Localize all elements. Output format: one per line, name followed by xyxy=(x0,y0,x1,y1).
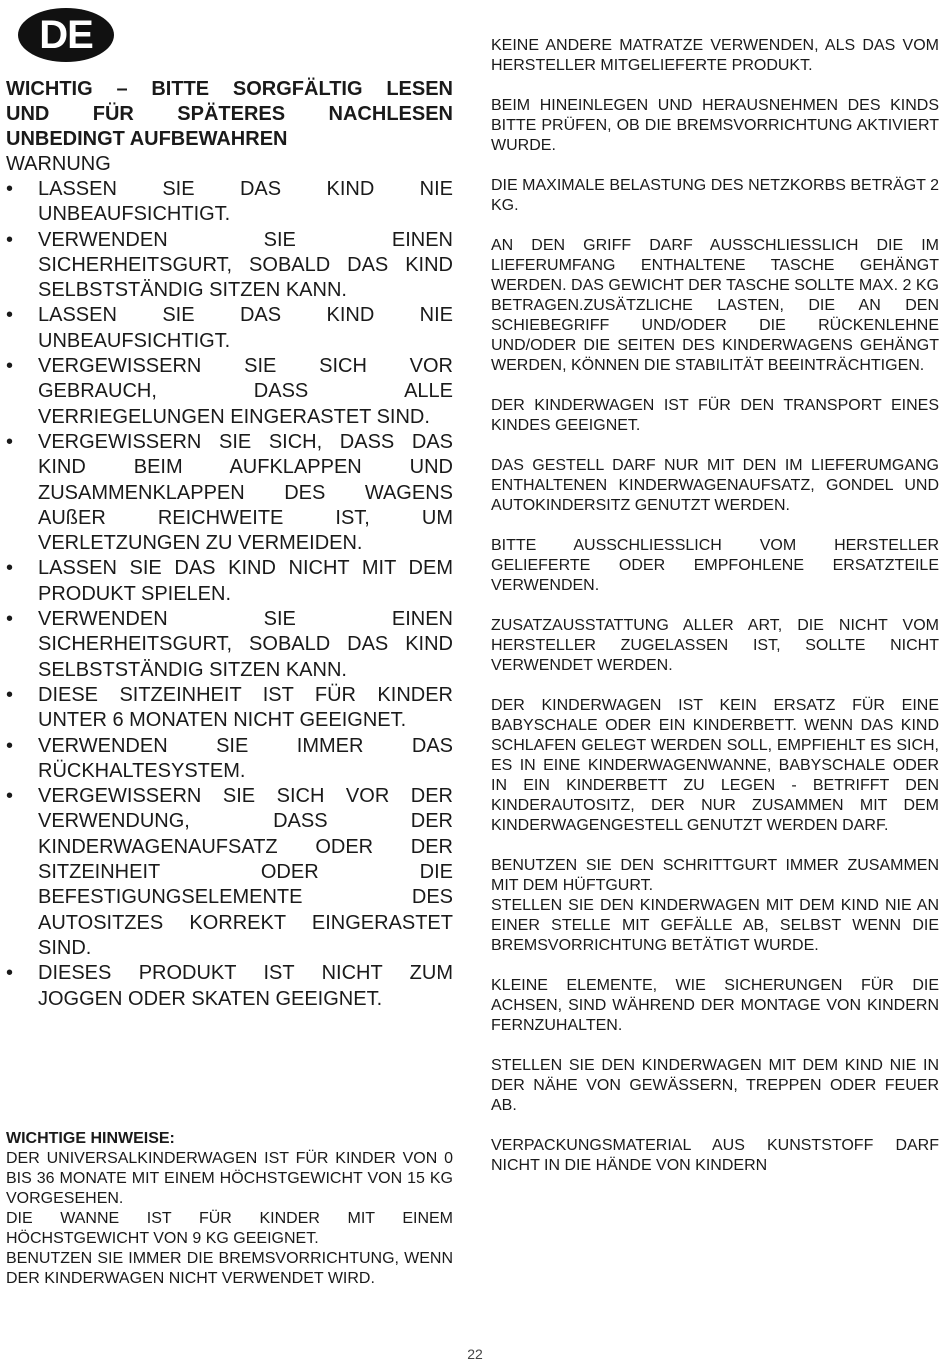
warnings-section xyxy=(6,77,453,1012)
note-paragraph: VERPACKUNGSMATERIAL AUS KUNSTSTOFF DARF NICHT IN DIE HÄNDE VON KINDERN xyxy=(491,1137,939,1174)
note-paragraph: KLEINE ELEMENTE, WIE SICHERUNGEN FÜR DIE ACHSEN, SIND WÄHREND DER MONTAGE VON KINDERN FERNZUHALTEN. xyxy=(491,977,939,1034)
page-number: 22 xyxy=(467,1346,483,1362)
important-notes-section xyxy=(6,1129,453,1289)
language-badge: DE xyxy=(18,8,114,62)
note-paragraph: KEINE ANDERE MATRATZE VERWENDEN, ALS DAS VOM HERSTELLER MITGELIEFERTE PRODUKT. xyxy=(491,37,939,74)
warning-item: • VERGEWISSERN SIE SICH VOR GEBRAUCH, DASS ALLE VERRIEGELUNGEN EINGERASTET SIND. xyxy=(6,354,453,430)
heading-line: UNBEDINGT AUFBEWAHREN xyxy=(6,128,288,150)
important-heading xyxy=(6,77,453,152)
note-paragraph: ZUSATZAUSSTATTUNG ALLER ART, DIE NICHT VOM HERSTELLER ZUGELASSEN IST, SOLLTE NICHT VERWENDET WERDEN. xyxy=(491,617,939,674)
warning-item: • VERWENDEN SIE EINEN SICHERHEITSGURT, SOBALD DAS KIND SELBSTSTÄNDIG SITZEN KANN. xyxy=(6,607,453,683)
note-paragraph: DIE MAXIMALE BELASTUNG DES NETZKORBS BETRÄGT 2 KG. xyxy=(491,177,939,214)
note-paragraph: BITTE AUSSCHLIESSLICH VOM HERSTELLER GELIEFERTE ODER EMPFOHLENE ERSATZTEILE VERWENDEN. xyxy=(491,537,939,594)
warning-item: • VERWENDEN SIE EINEN SICHERHEITSGURT, SOBALD DAS KIND SELBSTSTÄNDIG SITZEN KANN. xyxy=(6,228,453,304)
note-paragraph: STELLEN SIE DEN KINDERWAGEN MIT DEM KIND NIE IN DER NÄHE VON GEWÄSSERN, TREPPEN ODER FEUER AB. xyxy=(491,1057,939,1114)
warning-label: WARNUNG xyxy=(6,153,111,175)
heading-line: UND FÜR SPÄTERES NACHLESEN xyxy=(6,103,453,125)
note-paragraph: STELLEN SIE DEN KINDERWAGEN MIT DEM KIND NIE AN EINER STELLE MIT GEFÄLLE AB, SELBST WENN DIE BREMSVORRICHTUNG BETÄTIGT WURDE. xyxy=(491,897,939,954)
warning-item: • VERWENDEN SIE IMMER DAS RÜCKHALTESYSTEM. xyxy=(6,734,453,785)
note-paragraph: BENUTZEN SIE DEN SCHRITTGURT IMMER ZUSAMMEN MIT DEM HÜFTGURT. xyxy=(491,857,939,894)
important-notes-title: WICHTIGE HINWEISE: xyxy=(6,1130,175,1147)
warning-item: • DIESES PRODUKT IST NICHT ZUM JOGGEN ODER SKATEN GEEIGNET. xyxy=(6,961,453,1012)
note-paragraph: BEIM HINEINLEGEN UND HERAUSNEHMEN DES KINDS BITTE PRÜFEN, OB DIE BREMSVORRICHTUNG AKTIVIERT WURDE. xyxy=(491,97,939,154)
warning-item: • DIESE SITZEINHEIT IST FÜR KINDER UNTER 6 MONATEN NICHT GEEIGNET. xyxy=(6,683,453,734)
note-paragraph: AN DEN GRIFF DARF AUSSCHLIESSLICH DIE IM LIEFERUMFANG ENTHALTENE TASCHE GEHÄNGT WERDEN. DAS GEWICHT DER TASCHE SOLLTE MAX. 2 KG BETRAGEN.ZUSÄTZLICHE LASTEN, DIE AN DEN SCHIEBEGRIFF UND/ODER DIE RÜCKENLEHNE UND/ODER DIE SEITEN DES KINDERWAGENS GEHÄNGT WERDEN, KÖNNEN DIE STABILITÄT BEEINTRÄCHTIGEN. xyxy=(491,237,939,374)
right-column xyxy=(491,36,939,1176)
warning-item: • LASSEN SIE DAS KIND NIE UNBEAUFSICHTIGT. xyxy=(6,177,453,228)
warning-item: • VERGEWISSERN SIE SICH, DASS DAS KIND BEIM AUFKLAPPEN UND ZUSAMMENKLAPPEN DES WAGENS AUßER REICHWEITE IST, UM VERLETZUNGEN ZU VERMEIDEN. xyxy=(6,430,453,556)
note-paragraph: DAS GESTELL DARF NUR MIT DEN IM LIEFERUMGANG ENTHALTENEN KINDERWAGENAUFSATZ, GONDEL UND AUTOKINDERSITZ GENUTZT WERDEN. xyxy=(491,457,939,514)
note-paragraph: BENUTZEN SIE IMMER DIE BREMSVORRICHTUNG, WENN DER KINDERWAGEN NICHT VERWENDET WIRD. xyxy=(6,1250,453,1287)
heading-line: WICHTIG – BITTE SORGFÄLTIG LESEN xyxy=(6,78,453,100)
note-paragraph: DIE WANNE IST FÜR KINDER MIT EINEM HÖCHSTGEWICHT VON 9 KG GEEIGNET. xyxy=(6,1210,453,1247)
note-paragraph: DER KINDERWAGEN IST FÜR DEN TRANSPORT EINES KINDES GEEIGNET. xyxy=(491,397,939,434)
warning-item: • LASSEN SIE DAS KIND NIE UNBEAUFSICHTIGT. xyxy=(6,303,453,354)
warning-item: • LASSEN SIE DAS KIND NICHT MIT DEM PRODUKT SPIELEN. xyxy=(6,556,453,607)
warning-list xyxy=(6,177,453,1012)
note-paragraph: DER KINDERWAGEN IST KEIN ERSATZ FÜR EINE BABYSCHALE ODER EIN KINDERBETT. WENN DAS KIND SCHLAFEN GELEGT WERDEN SOLL, EMPFIEHLT ES SICH, ES IN EINE KINDERWAGENWANNE, BABYSCHALE ODER IN EIN KINDERBETT ZU LEGEN - BETRIFFT DEN KINDERAUTOSITZ, DER NUR ZUSAMMEN MIT DEM KINDERWAGENGESTELL GENUTZT WERDEN DARF. xyxy=(491,697,939,834)
warning-item: • VERGEWISSERN SIE SICH VOR DER VERWENDUNG, DASS DER KINDERWAGENAUFSATZ ODER DER SITZEINHEIT ODER DIE BEFESTIGUNGSELEMENTE DES AUTOSITZES KORREKT EINGERASTET SIND. xyxy=(6,784,453,961)
note-paragraph: DER UNIVERSALKINDERWAGEN IST FÜR KINDER VON 0 BIS 36 MONATE MIT EINEM HÖCHSTGEWICHT VON 15 KG VORGESEHEN. xyxy=(6,1150,453,1207)
